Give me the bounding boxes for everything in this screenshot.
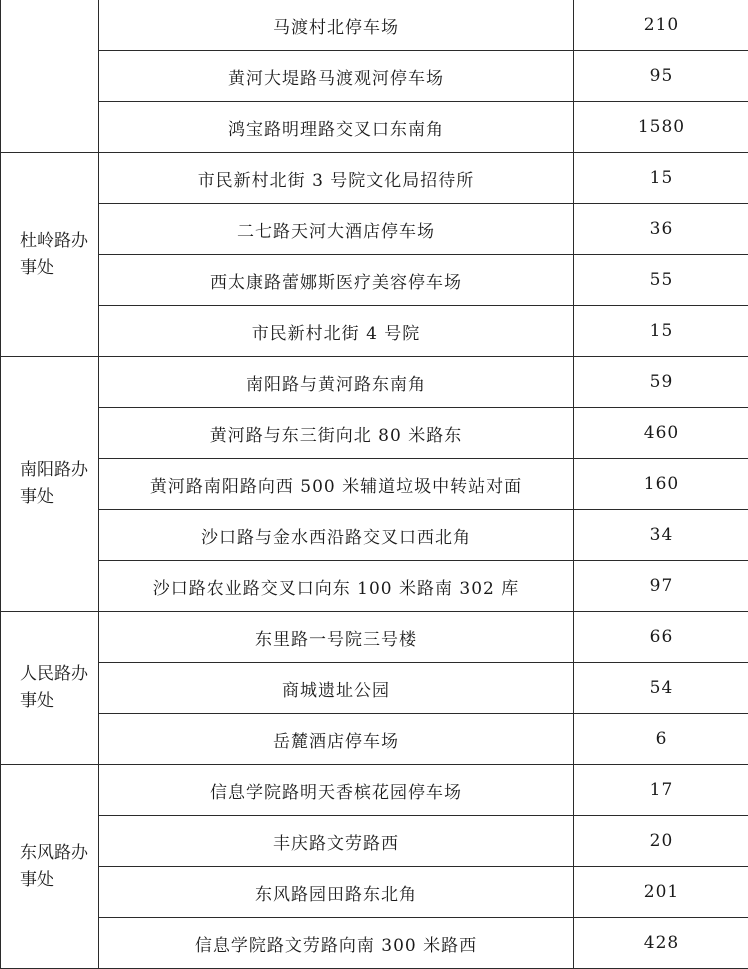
count-cell: 20 xyxy=(574,816,748,867)
count-cell: 210 xyxy=(574,0,748,51)
count-cell: 34 xyxy=(574,510,748,561)
table-row xyxy=(1,459,748,510)
table-row xyxy=(1,255,748,306)
table-row xyxy=(1,51,748,102)
count-cell: 6 xyxy=(574,714,748,765)
location-cell: 信息学院路明天香槟花园停车场 xyxy=(99,765,574,816)
table-row xyxy=(1,816,748,867)
count-cell: 95 xyxy=(574,51,748,102)
table-row xyxy=(1,102,748,153)
location-cell: 东风路园田路东北角 xyxy=(99,867,574,918)
table-row xyxy=(1,306,748,357)
location-cell: 信息学院路文劳路向南 300 米路西 xyxy=(99,918,574,969)
count-cell: 55 xyxy=(574,255,748,306)
table-row xyxy=(1,663,748,714)
count-cell: 460 xyxy=(574,408,748,459)
table-row xyxy=(1,408,748,459)
office-cell: 南阳路办事处 xyxy=(1,357,99,612)
table-row xyxy=(1,357,748,408)
table-row xyxy=(1,561,748,612)
office-cell: 杜岭路办事处 xyxy=(1,153,99,357)
table-body xyxy=(1,0,748,969)
table-row xyxy=(1,204,748,255)
location-cell: 黄河路南阳路向西 500 米辅道垃圾中转站对面 xyxy=(99,459,574,510)
count-cell: 1580 xyxy=(574,102,748,153)
location-cell: 西太康路蕾娜斯医疗美容停车场 xyxy=(99,255,574,306)
office-cell: 人民路办事处 xyxy=(1,612,99,765)
table-row xyxy=(1,153,748,204)
count-cell: 15 xyxy=(574,153,748,204)
location-cell: 二七路天河大酒店停车场 xyxy=(99,204,574,255)
count-cell: 201 xyxy=(574,867,748,918)
count-cell: 17 xyxy=(574,765,748,816)
count-cell: 59 xyxy=(574,357,748,408)
table-row xyxy=(1,918,748,969)
count-cell: 54 xyxy=(574,663,748,714)
count-cell: 66 xyxy=(574,612,748,663)
location-cell: 商城遗址公园 xyxy=(99,663,574,714)
location-cell: 沙口路农业路交叉口向东 100 米路南 302 库 xyxy=(99,561,574,612)
location-cell: 南阳路与黄河路东南角 xyxy=(99,357,574,408)
count-cell: 15 xyxy=(574,306,748,357)
location-cell: 市民新村北街 3 号院文化局招待所 xyxy=(99,153,574,204)
office-cell xyxy=(1,0,99,153)
table-row xyxy=(1,612,748,663)
location-cell: 市民新村北街 4 号院 xyxy=(99,306,574,357)
location-cell: 丰庆路文劳路西 xyxy=(99,816,574,867)
location-cell: 沙口路与金水西沿路交叉口西北角 xyxy=(99,510,574,561)
table-row xyxy=(1,510,748,561)
count-cell: 36 xyxy=(574,204,748,255)
count-cell: 97 xyxy=(574,561,748,612)
table-row xyxy=(1,867,748,918)
location-cell: 岳麓酒店停车场 xyxy=(99,714,574,765)
location-cell: 马渡村北停车场 xyxy=(99,0,574,51)
count-cell: 160 xyxy=(574,459,748,510)
table-row xyxy=(1,0,748,51)
location-cell: 黄河大堤路马渡观河停车场 xyxy=(99,51,574,102)
location-cell: 鸿宝路明理路交叉口东南角 xyxy=(99,102,574,153)
table-row xyxy=(1,765,748,816)
location-cell: 东里路一号院三号楼 xyxy=(99,612,574,663)
table-row xyxy=(1,714,748,765)
location-cell: 黄河路与东三街向北 80 米路东 xyxy=(99,408,574,459)
office-cell: 东风路办事处 xyxy=(1,765,99,969)
count-cell: 428 xyxy=(574,918,748,969)
